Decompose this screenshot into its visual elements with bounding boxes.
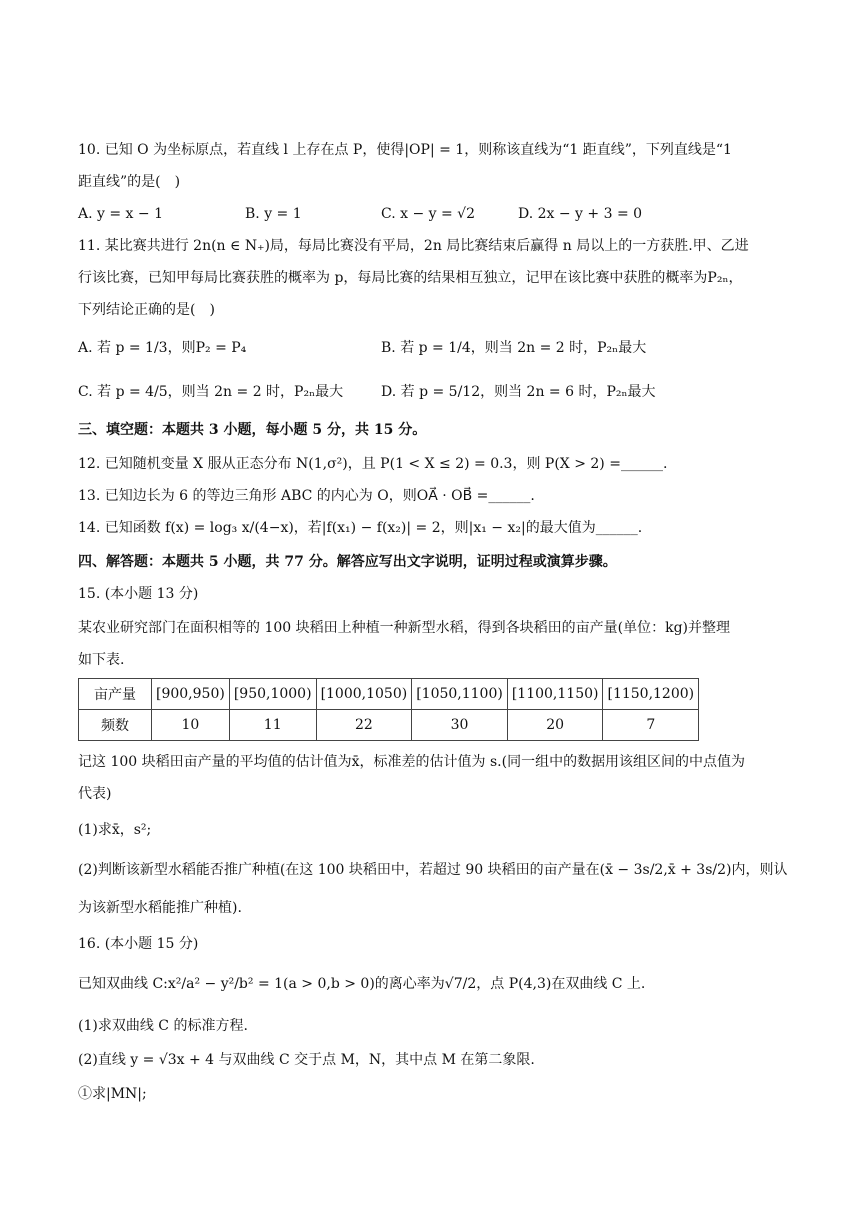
q15-part1: (1)求x̄，s²;	[78, 822, 152, 838]
table-header-cell: [1100,1150)	[507, 679, 603, 710]
q12: 12. 已知随机变量 X 服从正态分布 N(1,σ²)，且 P(1 < X ≤ 2) = 0.3，则 P(X > 2) =______.	[78, 456, 668, 472]
table-header-cell: [900,950)	[152, 679, 230, 710]
q10-line2: 距直线”的是( )	[78, 174, 181, 190]
q16-part1: (1)求双曲线 C 的标准方程.	[78, 1018, 248, 1034]
table-header-cell: [1150,1200)	[603, 679, 699, 710]
table-header-cell: [950,1000)	[229, 679, 316, 710]
table-cell: 20	[507, 710, 603, 741]
q15-after-line2: 代表)	[78, 786, 112, 802]
q16-part2: (2)直线 y = √3x + 4 与双曲线 C 交于点 M，N，其中点 M 在第二象限.	[78, 1052, 535, 1068]
q10-option-c: C. x − y = √2	[381, 206, 476, 222]
q16-part2-item1: ①求|MN|;	[78, 1086, 147, 1102]
table-row	[79, 710, 699, 741]
q11-line1: 11. 某比赛共进行 2n(n ∈ N₊)局，每局比赛没有平局，2n 局比赛结束后赢得 n 局以上的一方获胜.甲、乙进	[78, 238, 749, 254]
table-cell: 频数	[79, 710, 152, 741]
q10-option-a: A. y = x − 1	[78, 206, 163, 222]
table-header-cell: [1050,1100)	[412, 679, 508, 710]
q11-option-a: A. 若 p = 1/3，则P₂ = P₄	[78, 340, 247, 356]
yield-frequency-table	[78, 678, 699, 741]
table-header-cell: 亩产量	[79, 679, 152, 710]
q11-option-b: B. 若 p = 1/4，则当 2n = 2 时，P₂ₙ最大	[381, 340, 647, 356]
section-4-heading: 四、解答题：本题共 5 小题，共 77 分。解答应写出文字说明，证明过程或演算步骤。	[78, 554, 617, 570]
table-cell: 11	[229, 710, 316, 741]
table-cell: 22	[316, 710, 412, 741]
table-row	[79, 679, 699, 710]
section-3-heading: 三、填空题：本题共 3 小题，每小题 5 分，共 15 分。	[78, 422, 427, 438]
q16-intro: 已知双曲线 C:x²/a² − y²/b² = 1(a > 0,b > 0)的离心率为√7/2，点 P(4,3)在双曲线 C 上.	[78, 976, 646, 992]
q10-option-b: B. y = 1	[245, 206, 302, 222]
q15-part2-line2: 为该新型水稻能推广种植).	[78, 900, 242, 916]
q16-heading: 16. (本小题 15 分)	[78, 936, 199, 952]
table-header-cell: [1000,1050)	[316, 679, 412, 710]
q15-after-line1: 记这 100 块稻田亩产量的平均值的估计值为x̄，标准差的估计值为 s.(同一组中的数据用该组区间的中点值为	[78, 754, 746, 770]
q14: 14. 已知函数 f(x) = log₃ x/(4−x)，若|f(x₁) − f(x₂)| = 2，则|x₁ − x₂|的最大值为______.	[78, 520, 643, 536]
q15-intro-line1: 某农业研究部门在面积相等的 100 块稻田上种植一种新型水稻，得到各块稻田的亩产量(单位：kg)并整理	[78, 620, 730, 636]
q15-intro-line2: 如下表.	[78, 652, 125, 668]
q13: 13. 已知边长为 6 的等边三角形 ABC 的内心为 O，则OA⃗ · OB⃗ =______.	[78, 488, 535, 504]
q10-line1: 10. 已知 O 为坐标原点，若直线 l 上存在点 P，使得|OP| = 1，则称该直线为“1 距直线”，下列直线是“1	[78, 142, 732, 158]
q11-option-d: D. 若 p = 5/12，则当 2n = 6 时，P₂ₙ最大	[381, 384, 656, 400]
q11-line2: 行该比赛，已知甲每局比赛获胜的概率为 p，每局比赛的结果相互独立，记甲在该比赛中获胜的概率为P₂ₙ，	[78, 270, 743, 286]
q15-heading: 15. (本小题 13 分)	[78, 586, 199, 602]
table-cell: 10	[152, 710, 230, 741]
q15-part2-line1: (2)判断该新型水稻能否推广种植(在这 100 块稻田中，若超过 90 块稻田的亩产量在(x̄ − 3s/2,x̄ + 3s/2)内，则认	[78, 862, 788, 878]
table-cell: 30	[412, 710, 508, 741]
table-cell: 7	[603, 710, 699, 741]
q11-option-c: C. 若 p = 4/5，则当 2n = 2 时，P₂ₙ最大	[78, 384, 344, 400]
q10-option-d: D. 2x − y + 3 = 0	[518, 206, 643, 222]
q11-line3: 下列结论正确的是( )	[78, 302, 215, 318]
